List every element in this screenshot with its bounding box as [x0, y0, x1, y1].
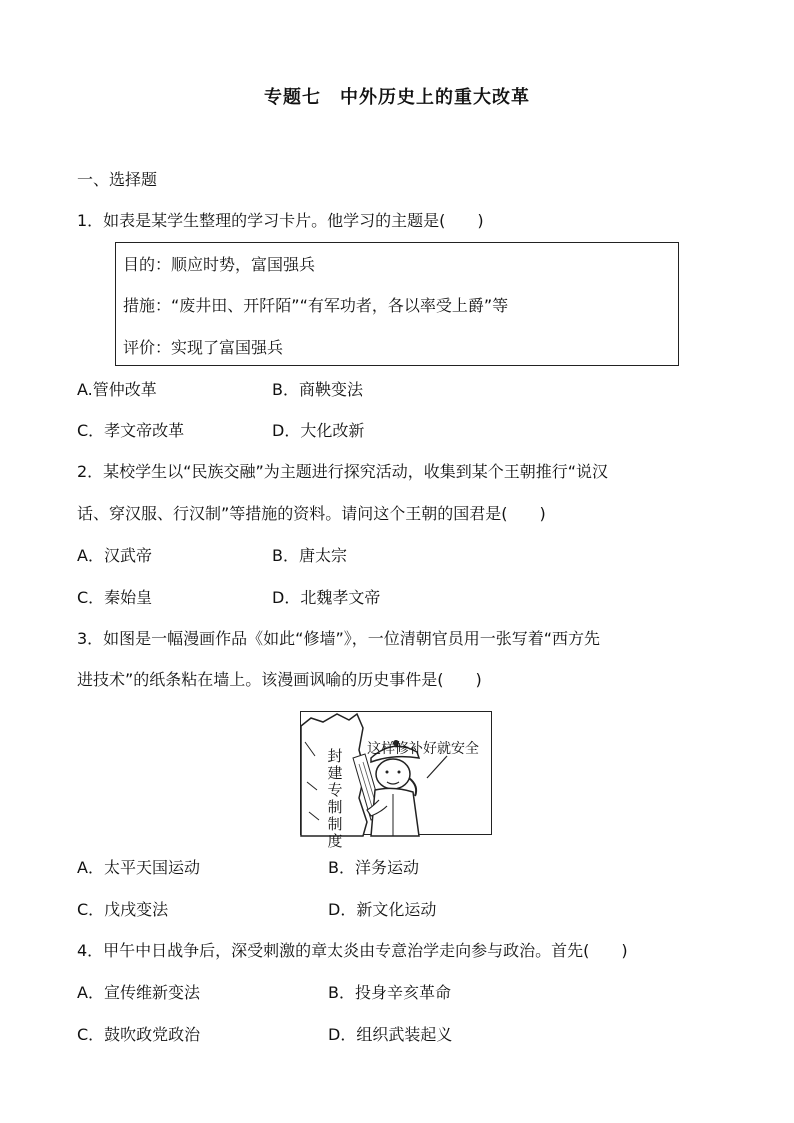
q2-option-c[interactable]: C．秦始皇 [77, 588, 153, 607]
section-heading: 一、选择题 [77, 170, 158, 189]
q3-option-a[interactable]: A．太平天国运动 [77, 858, 200, 877]
q1-stem: 1．如表是某学生整理的学习卡片。他学习的主题是( ) [77, 211, 484, 230]
q4-option-c[interactable]: C．鼓吹政党政治 [77, 1025, 201, 1044]
q4-stem: 4．甲午中日战争后，深受刺激的章太炎由专意治学走向参与政治。首先( ) [77, 941, 628, 960]
wall-label: 封建专制制度 [327, 747, 343, 850]
q1-card-line-evaluation: 评价：实现了富国强兵 [123, 338, 284, 357]
q1-card-line-purpose: 目的：顺应时势，富国强兵 [123, 255, 316, 274]
q1-study-card [115, 242, 679, 366]
q1-option-a[interactable]: A.管仲改革 [77, 380, 157, 399]
q3-cartoon [300, 711, 492, 850]
q3-option-c[interactable]: C．戊戌变法 [77, 900, 169, 919]
page-title: 专题七 中外历史上的重大改革 [264, 87, 530, 108]
q1-option-c[interactable]: C．孝文帝改革 [77, 421, 185, 440]
q2-option-a[interactable]: A．汉武帝 [77, 546, 152, 565]
q2-option-d[interactable]: D．北魏孝文帝 [272, 588, 381, 607]
q4-option-a[interactable]: A．宣传维新变法 [77, 983, 200, 1002]
q1-card-line-measures: 措施：“废井田、开阡陌”“有军功者，各以率受上爵”等 [123, 296, 509, 315]
q1-option-d[interactable]: D．大化改新 [272, 421, 365, 440]
speech-pointer [427, 756, 447, 778]
q4-option-d[interactable]: D．组织武装起义 [328, 1025, 453, 1044]
q3-option-b[interactable]: B．洋务运动 [328, 858, 419, 877]
q3-stem-line2: 进技术”的纸条粘在墙上。该漫画讽喻的历史事件是( ) [77, 670, 482, 689]
q4-option-b[interactable]: B．投身辛亥革命 [328, 983, 451, 1002]
q3-option-d[interactable]: D．新文化运动 [328, 900, 437, 919]
q1-option-b[interactable]: B．商鞅变法 [272, 380, 363, 399]
q2-option-b[interactable]: B．唐太宗 [272, 546, 347, 565]
q2-stem-line1: 2．某校学生以“民族交融”为主题进行探究活动，收集到某个王朝推行“说汉 [77, 462, 609, 481]
q2-stem-line2: 话、穿汉服、行汉制”等措施的资料。请问这个王朝的国君是( ) [77, 504, 546, 523]
speech-text: 这样修补好就安全 [367, 741, 479, 757]
q3-stem-line1: 3．如图是一幅漫画作品《如此“修墙”》，一位清朝官员用一张写着“西方先 [77, 629, 601, 648]
